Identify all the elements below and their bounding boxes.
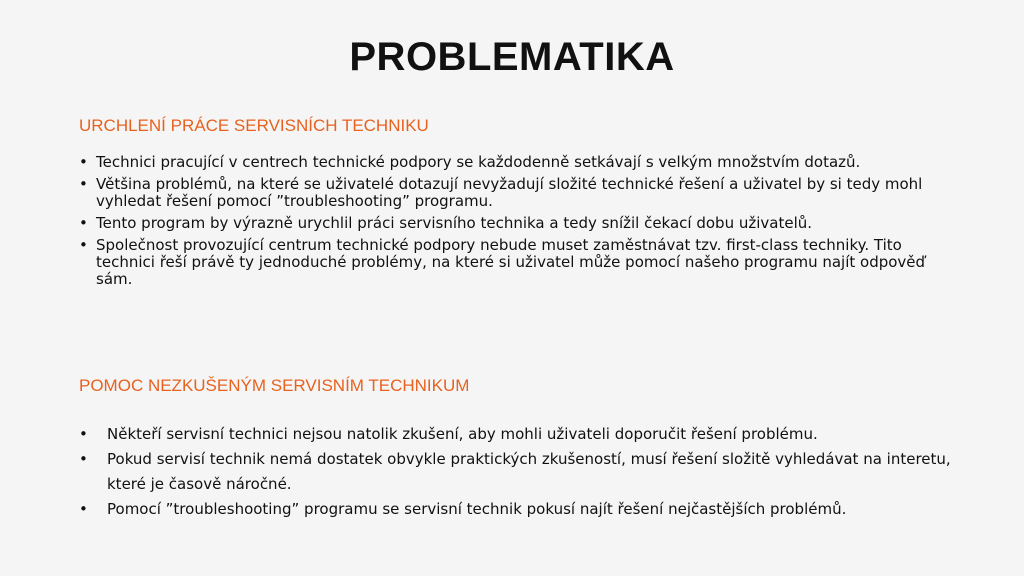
bullet-icon: • — [79, 425, 88, 443]
list-item — [79, 447, 959, 497]
list-item — [79, 176, 959, 210]
section-heading-inexperienced: POMOC NEZKUŠENÝM SERVISNÍM TECHNIKUM — [79, 376, 470, 395]
list-item-text: Pokud servisí technik nemá dostatek obvykle praktických zkušeností, musí řešení složitě vyhledávat na interetu, které je časově náročné. — [107, 450, 951, 493]
list-item — [79, 237, 959, 288]
bullet-icon: • — [79, 236, 88, 254]
bullet-list-inexperienced — [79, 422, 959, 522]
list-item-text: Technici pracující v centrech technické podpory se každodenně setkávají s velkým množstvím dotazů. — [96, 153, 861, 171]
list-item — [79, 215, 959, 232]
bullet-list-speedup — [79, 154, 959, 293]
bullet-icon: • — [79, 153, 88, 171]
bullet-icon: • — [79, 175, 88, 193]
bullet-icon: • — [79, 214, 88, 232]
list-item-text: Někteří servisní technici nejsou natolik zkušení, aby mohli uživateli doporučit řešení problému. — [107, 425, 818, 443]
list-item — [79, 154, 959, 171]
bullet-icon: • — [79, 450, 88, 468]
list-item — [79, 497, 959, 522]
list-item-text: Většina problémů, na které se uživatelé dotazují nevyžadují složité technické řešení a uživatel by si tedy mohl vyhledat řešení pomocí ”troubleshooting” programu. — [96, 175, 923, 210]
list-item-text: Společnost provozující centrum technické podpory nebude muset zaměstnávat tzv. first-class techniky. Tito technici řeší právě ty jednoduché problémy, na které si uživatel může pomocí našeho programu najít odpověď sám. — [96, 236, 926, 288]
bullet-icon: • — [79, 500, 88, 518]
list-item-text: Pomocí ”troubleshooting” programu se servisní technik pokusí najít řešení nejčastějších problémů. — [107, 500, 847, 518]
list-item-text: Tento program by výrazně urychlil práci servisního technika a tedy snížil čekací dobu uživatelů. — [96, 214, 813, 232]
section-heading-speedup: URCHLENÍ PRÁCE SERVISNÍCH TECHNIKU — [79, 116, 429, 135]
slide-title: PROBLEMATIKA — [349, 35, 675, 79]
list-item — [79, 422, 959, 447]
